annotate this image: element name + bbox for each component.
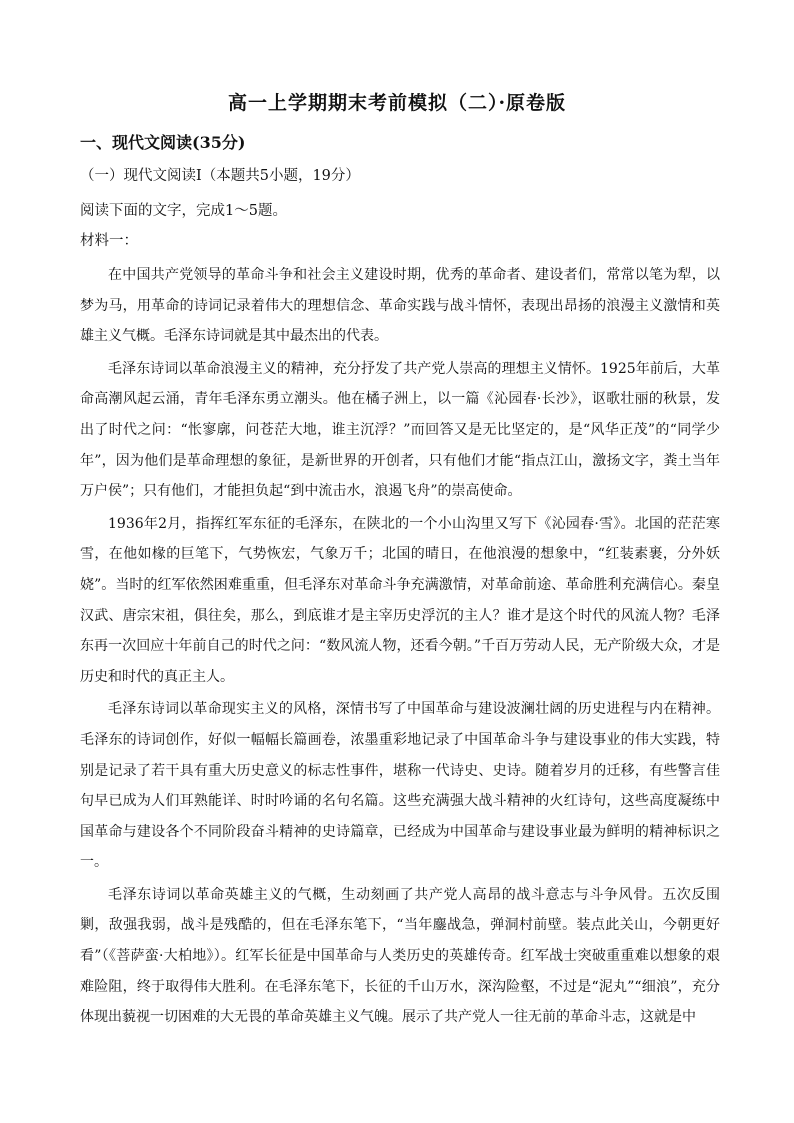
reading-instruction: 阅读下面的文字，完成1～5题。	[80, 203, 287, 219]
document-title: 高一上学期期末考前模拟（二）·原卷版	[227, 92, 567, 114]
material-label: 材料一：	[80, 233, 138, 249]
subsection-heading: （一）现代文阅读Ⅰ（本题共5小题，19分）	[80, 168, 360, 184]
paragraph: 1936年2月，指挥红军东征的毛泽东，在陕北的一个小山沟里又写下《沁园春·雪》。北国的茫茫寒雪，在他如椽的巨笔下，气势恢宏，气象万千；北国的晴日，在他浪漫的想象中，“红装素裹，分外妖娆”。当时的红军依然困难重重，但毛泽东对革命斗争充满激情，对革命前途、革命胜利充满信心。秦皇汉武、唐宗宋祖，俱往矣，那么，到底谁才是主宰历史浮沉的主人？谁才是这个时代的风流人物？毛泽东再一次回应十年前自己的时代之问：“数风流人物，还看今朝。”千百万劳动人民，无产阶级大众，才是历史和时代的真正主人。	[80, 515, 720, 685]
paragraph: 毛泽东诗词以革命现实主义的风格，深情书写了中国革命与建设波澜壮阔的历史进程与内在精神。毛泽东的诗词创作，好似一幅幅长篇画卷，浓墨重彩地记录了中国革命斗争与建设事业的伟大实践，特别是记录了若干具有重大历史意义的标志性事件，堪称一代诗史、史诗。随着岁月的迁移，有些警言佳句早已成为人们耳熟能详、时时吟诵的名句名篇。这些充满强大战斗精神的火红诗句，这些高度凝练中国革命与建设各个不同阶段奋斗精神的史诗篇章，已经成为中国革命与建设事业最为鲜明的精神标识之一。	[80, 701, 720, 871]
paragraph: 在中国共产党领导的革命斗争和社会主义建设时期，优秀的革命者、建设者们，常常以笔为犁，以梦为马，用革命的诗词记录着伟大的理想信念、革命实践与战斗情怀，表现出昂扬的浪漫主义激情和英雄主义气概。毛泽东诗词就是其中最杰出的代表。	[80, 267, 720, 345]
paragraph: 毛泽东诗词以革命浪漫主义的精神，充分抒发了共产党人崇高的理想主义情怀。1925年前后，大革命高潮风起云涌，青年毛泽东勇立潮头。他在橘子洲上，以一篇《沁园春·长沙》，讴歌壮丽的秋景，发出了时代之问：“怅寥廓，问苍茫大地，谁主沉浮？”而回答又是无比坚定的，是“风华正茂”的“同学少年”，因为他们是革命理想的象征，是新世界的开创者，只有他们才能“指点江山，激扬文字，粪土当年万户侯”；只有他们，才能担负起“到中流击水，浪遏飞舟”的崇高使命。	[80, 360, 720, 500]
paragraph: 毛泽东诗词以革命英雄主义的气概，生动刻画了共产党人高昂的战斗意志与斗争风骨。五次反围剿，敌强我弱，战斗是残酷的，但在毛泽东笔下，“当年鏖战急，弹洞村前壁。装点此关山，今朝更好看”（《菩萨蛮·大柏地》）。红军长征是中国革命与人类历史的英雄传奇。红军战士突破重重难以想象的艰难险阻，终于取得伟大胜利。在毛泽东笔下，长征的千山万水，深沟险壑，不过是“泥丸”“细浪”，充分体现出藐视一切困难的大无畏的革命英雄主义气魄。展示了共产党人一往无前的革命斗志，这就是中	[80, 886, 720, 1026]
article-body	[80, 260, 720, 1035]
section-heading: 一、现代文阅读(35分)	[80, 133, 246, 152]
